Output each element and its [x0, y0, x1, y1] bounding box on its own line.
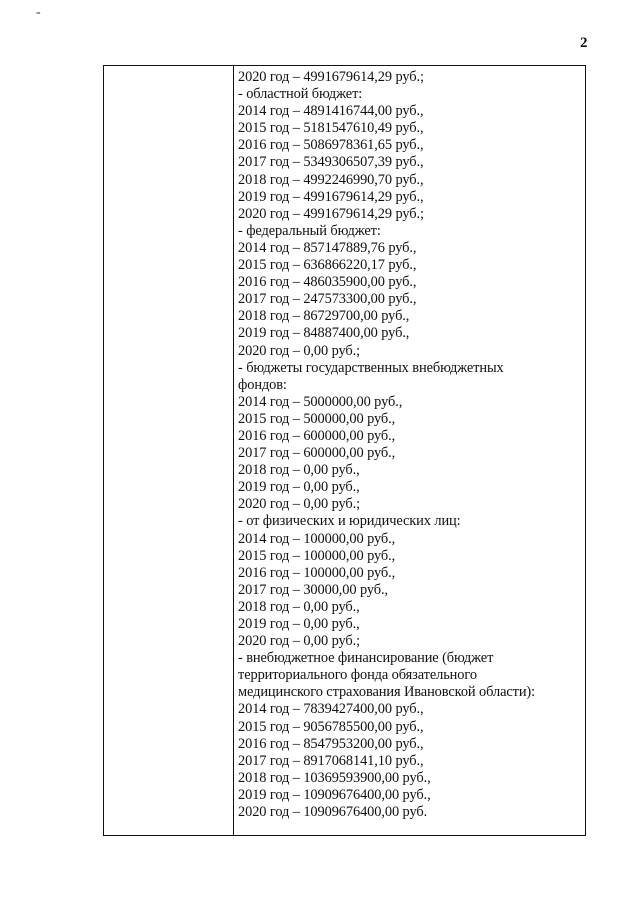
funding-line: 2015 год – 500000,00 руб.,: [238, 410, 396, 427]
funding-line: 2014 год – 7839427400,00 руб.,: [238, 701, 424, 718]
funding-line: 2020 год – 4991679614,29 руб.;: [238, 69, 424, 85]
funding-line: - федеральный бюджет:: [238, 222, 381, 239]
funding-line: 2015 год – 100000,00 руб.,: [238, 547, 396, 564]
funding-line: 2018 год – 86729700,00 руб.,: [238, 308, 410, 325]
funding-line: 2014 год – 100000,00 руб.,: [238, 530, 396, 547]
funding-line: медицинского страхования Ивановской области):: [238, 684, 536, 701]
funding-line: 2016 год – 600000,00 руб.,: [238, 427, 396, 444]
funding-line: - от физических и юридических лиц:: [238, 513, 461, 530]
funding-line: 2016 год – 5086978361,65 руб.,: [238, 137, 424, 154]
table-row: [104, 66, 586, 836]
funding-line: 2016 год – 486035900,00 руб.,: [238, 274, 417, 291]
page-number: 2: [580, 35, 588, 51]
funding-line: 2019 год – 0,00 руб.,: [238, 616, 360, 632]
left-cell: [104, 66, 234, 836]
funding-table: [103, 65, 586, 836]
funding-line: 2020 год – 0,00 руб.;: [238, 342, 361, 359]
funding-line: 2019 год – 10909676400,00 руб.,: [238, 786, 431, 803]
funding-line: 2017 год – 247573300,00 руб.,: [238, 291, 417, 308]
funding-line: 2020 год – 0,00 руб.;: [238, 496, 361, 513]
funding-line: 2015 год – 636866220,17 руб.,: [238, 257, 417, 274]
funding-line: 2015 год – 9056785500,00 руб.,: [238, 718, 424, 735]
funding-line: - областной бюджет:: [238, 86, 363, 103]
funding-line: 2016 год – 8547953200,00 руб.,: [238, 735, 424, 752]
page-mark: -: [36, 5, 41, 20]
funding-line: - внебюджетное финансирование (бюджет: [238, 650, 494, 667]
funding-line: 2020 год – 4991679614,29 руб.;: [238, 205, 424, 222]
funding-line: 2016 год – 100000,00 руб.,: [238, 564, 396, 581]
funding-line: 2019 год – 4991679614,29 руб.,: [238, 188, 424, 205]
funding-line: 2020 год – 10909676400,00 руб.: [238, 804, 428, 821]
funding-line: 2017 год – 5349306507,39 руб.,: [238, 154, 424, 171]
funding-line: 2018 год – 4992246990,70 руб.,: [238, 171, 424, 188]
funding-line: 2018 год – 0,00 руб.,: [238, 598, 360, 615]
funding-line: фондов:: [238, 376, 287, 393]
funding-line: 2014 год – 4891416744,00 руб.,: [238, 103, 424, 120]
funding-line: 2014 год – 5000000,00 руб.,: [238, 393, 403, 410]
funding-line: 2015 год – 5181547610,49 руб.,: [238, 120, 424, 137]
funding-line: 2018 год – 0,00 руб.,: [238, 462, 360, 479]
funding-line: 2019 год – 84887400,00 руб.,: [238, 325, 410, 342]
funding-line: территориального фонда обязательного: [238, 667, 477, 684]
funding-line: 2017 год – 600000,00 руб.,: [238, 445, 396, 462]
funding-line: - бюджеты государственных внебюджетных: [238, 359, 504, 376]
funding-line: 2017 год – 30000,00 руб.,: [238, 581, 389, 598]
funding-line: 2014 год – 857147889,76 руб.,: [238, 239, 417, 256]
funding-line: 2017 год – 8917068141,10 руб.,: [238, 752, 424, 769]
funding-line: 2018 год – 10369593900,00 руб.,: [238, 769, 431, 786]
funding-line: 2019 год – 0,00 руб.,: [238, 479, 360, 496]
funding-line: 2020 год – 0,00 руб.;: [238, 633, 361, 650]
funding-lines: [234, 66, 585, 821]
right-cell: [234, 66, 586, 836]
